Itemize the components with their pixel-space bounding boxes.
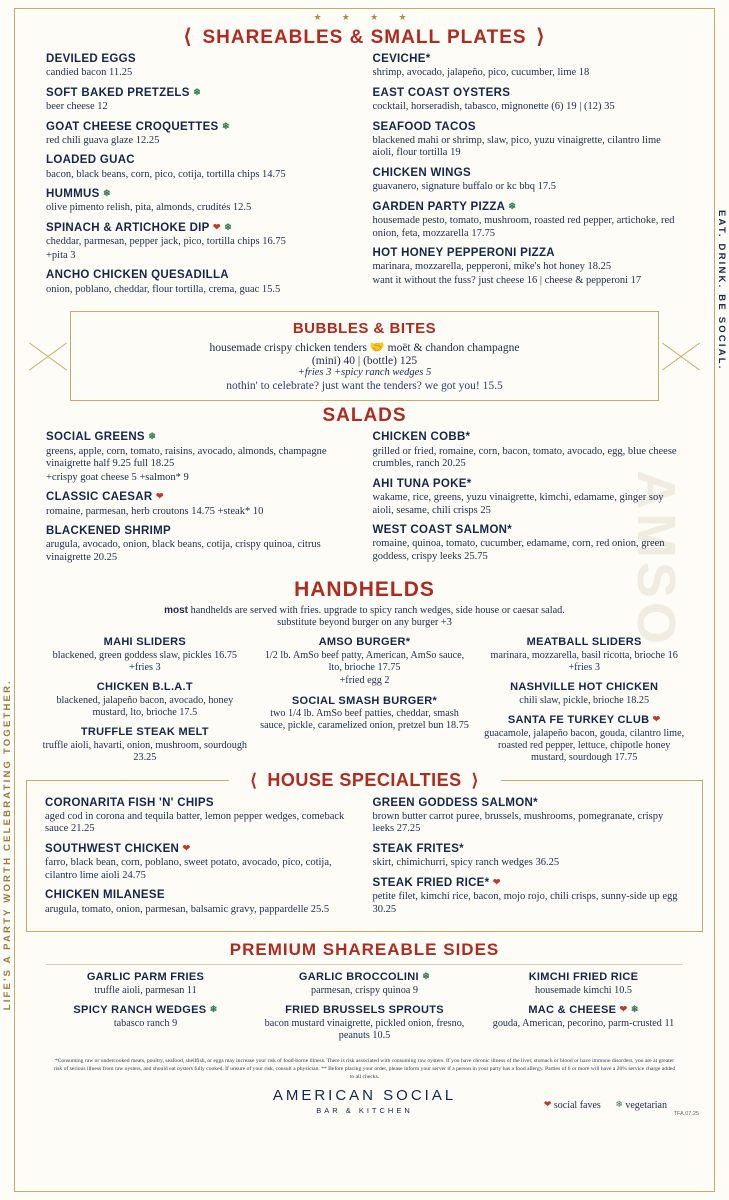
bubbles-line1-a: housemade crispy chicken tenders xyxy=(209,342,367,355)
side-text-left: LIFE'S A PARTY WORTH CELEBRATING TOGETHER. xyxy=(2,678,13,1010)
menu-item xyxy=(373,478,684,517)
menu-item xyxy=(40,1004,251,1030)
dagger-icon: * xyxy=(425,53,431,65)
handhelds-note2: substitute beyond burger on any burger +3 xyxy=(277,617,452,629)
menu-item xyxy=(373,201,684,240)
vegetarian-icon: ❄ xyxy=(615,1099,623,1110)
watermark: AMSO xyxy=(626,470,686,648)
menu-item xyxy=(373,431,684,470)
menu-item xyxy=(46,154,357,181)
legend-vegetarian-label: vegetarian xyxy=(625,1100,667,1112)
bubbles-line2: (mini) 40 | (bottle) 125 xyxy=(311,355,418,368)
item-desc: candied bacon 11.25 xyxy=(46,67,133,79)
item-name: CHICKEN B.L.A.T xyxy=(96,681,193,694)
handhelds-col-2 xyxy=(260,636,470,771)
menu-item xyxy=(478,971,689,997)
item-name: SEAFOOD TACOS xyxy=(372,120,476,133)
vegetarian-icon: ❄ xyxy=(193,86,202,97)
item-name: TRUFFLE STEAK MELT xyxy=(80,726,209,739)
item-desc: onion, poblano, cheddar, flour tortilla, crema, guac 15.5 xyxy=(46,283,281,295)
section-header-sides: PREMIUM SHAREABLE SIDES xyxy=(229,940,500,960)
item-name: GARLIC PARM FRIES xyxy=(86,971,205,984)
menu-item xyxy=(479,636,689,674)
dagger-icon: * xyxy=(432,694,438,707)
item-name: LOADED GUAC xyxy=(46,154,135,167)
menu-item xyxy=(46,269,357,296)
bubbles-line4: nothin' to celebrate? just want the tenders? we got you! 15.5 xyxy=(226,380,503,393)
divider xyxy=(46,964,683,965)
menu-item xyxy=(46,222,357,262)
chevron-right-icon: ⟩ xyxy=(471,770,479,790)
item-desc: red chili guava glaze 12.25 xyxy=(46,134,160,146)
menu-item xyxy=(46,53,357,80)
item-name: SOCIAL GREENS xyxy=(46,431,145,444)
dagger-icon: * xyxy=(507,524,513,537)
item-desc-extra: +crispy goat cheese 5 +salmon* 9 xyxy=(46,471,189,483)
social-faves-icon: ❤ xyxy=(543,1099,552,1110)
item-desc: bacon, black beans, corn, pico, cotija, tortilla chips 14.75 xyxy=(46,168,286,180)
menu-item xyxy=(46,525,357,564)
item-name: AHI TUNA POKE xyxy=(372,477,467,490)
menu-item xyxy=(373,843,685,870)
star-divider: ★ ★ ★ ★ xyxy=(313,12,416,22)
menu-item xyxy=(373,53,684,80)
brand-name: AMERICAN SOCIAL xyxy=(272,1087,457,1105)
item-name: CLASSIC CAESAR xyxy=(46,491,153,504)
sides-col-2 xyxy=(259,971,470,1049)
item-desc: housemade pesto, tomato, mushroom, roasted red pepper, artichoke, red onion, feta, mozzarella 17.75 xyxy=(372,215,675,239)
handhelds-col-3 xyxy=(479,636,689,771)
menu-item xyxy=(373,87,684,114)
side-text-right: EAT. DRINK. BE SOCIAL. xyxy=(716,210,727,371)
menu-item xyxy=(373,797,685,836)
item-name: STEAK FRITES xyxy=(372,842,460,855)
x-ornament-right xyxy=(658,333,704,379)
vegetarian-icon: ❄ xyxy=(630,1004,639,1015)
vegetarian-icon: ❄ xyxy=(422,971,431,982)
menu-item xyxy=(46,87,357,114)
handshake-icon: 🤝 xyxy=(369,340,385,355)
legend-faves-label: social faves xyxy=(553,1100,601,1112)
disclaimer-text: *Consuming raw or undercooked meats, poultry, seafood, shellfish, or eggs may increase your risk of food-borne illness. There is risk associated with consuming raw oysters. If you have chronic illness of the liver, stomach or blood or have immune disorders, you are at greater risk of serious illness from raw oysters, and should eat oysters fully cooked. If unsure of your risk, consult a physician. ** Before placing your order, please inform your server if a person in your party has a food allergy. Parties of 6 or more will have a 20% service charge added to all checks. xyxy=(53,1058,676,1081)
menu-item xyxy=(40,636,250,674)
item-name: HUMMUS xyxy=(46,188,100,201)
item-name: CHICKEN MILANESE xyxy=(45,889,165,902)
item-name: BLACKENED SHRIMP xyxy=(46,525,171,538)
item-name: KIMCHI FRIED RICE xyxy=(528,971,639,984)
item-desc: romaine, quinoa, tomato, cucumber, edamame, corn, red onion, green goddess, crispy leeks 25.75 xyxy=(372,538,665,562)
menu-item xyxy=(373,167,684,194)
menu-item xyxy=(45,797,357,836)
menu-item xyxy=(373,247,684,287)
dagger-icon: * xyxy=(459,842,464,855)
item-desc: aged cod in corona and tequila batter, lemon pepper wedges, comeback sauce 21.25 xyxy=(45,810,345,835)
item-desc: farro, black bean, corn, poblano, sweet potato, avocado, pico, cotija, cilantro lime aioli 24.75 xyxy=(45,857,332,881)
item-desc: wakame, rice, greens, yuzu vinaigrette, kimchi, edamame, ginger soy aioli, sesame, chili crisps 25 xyxy=(372,491,664,516)
item-desc: shrimp, avocado, jalapeño, pico, cucumber, lime 18 xyxy=(372,67,590,79)
item-desc: cocktail, horseradish, tabasco, mignonette (6) 19 | (12) 35 xyxy=(372,101,615,113)
item-desc: skirt, chimichurri, spicy ranch wedges 36.25 xyxy=(372,857,560,869)
item-name: GREEN GODDESS SALMON xyxy=(372,796,534,809)
item-name: MAHI SLIDERS xyxy=(103,636,187,649)
sides-col-1 xyxy=(40,971,251,1049)
menu-item xyxy=(479,681,689,707)
section-header-house-specialties: ⟨ HOUSE SPECIALTIES ⟩ xyxy=(228,770,500,791)
item-desc: blackened, jalapeño bacon, avocado, honey mustard, lto, brioche 17.5 xyxy=(56,694,234,719)
item-desc: olive pimento relish, pita, almonds, crudités 12.5 xyxy=(46,202,252,214)
menu-item xyxy=(46,188,357,215)
menu-item xyxy=(46,121,357,148)
item-name: MAC & CHEESE xyxy=(528,1004,617,1017)
menu-item xyxy=(373,121,684,160)
chevron-left-icon: ⟨ xyxy=(183,26,193,48)
item-name: GARDEN PARTY PIZZA xyxy=(372,200,505,213)
shareables-left-column xyxy=(46,53,357,303)
item-desc: bacon mustard vinaigrette, pickled onion, fresno, peanuts 10.5 xyxy=(264,1017,465,1041)
social-faves-icon: ❤ xyxy=(212,222,221,233)
salads-right-column xyxy=(373,431,684,571)
menu-item xyxy=(40,971,251,997)
item-desc-extra: +fried egg 2 xyxy=(339,675,390,687)
item-desc: blackened mahi or shrimp, slaw, pico, yuzu vinaigrette, cilantro lime aioli, flour tortilla 19 xyxy=(372,134,661,159)
legend xyxy=(544,1099,667,1111)
handhelds-col-1 xyxy=(40,636,250,771)
salads-left-column xyxy=(46,431,357,571)
vegetarian-icon: ❄ xyxy=(222,120,230,131)
menu-item xyxy=(479,714,689,764)
bubbles-line1-b: moët & chandon champagne xyxy=(387,342,520,355)
item-desc: arugula, avocado, onion, black beans, cotija, crispy quinoa, citrus vinaigrette 20.25 xyxy=(46,539,321,563)
item-name: GOAT CHEESE CROQUETTES xyxy=(46,120,219,133)
dagger-icon: * xyxy=(484,876,490,889)
item-desc: marinara, mozzarella, pepperoni, mike's hot honey 18.25 xyxy=(372,261,612,273)
dagger-icon: * xyxy=(533,796,538,809)
item-name: NASHVILLE HOT CHICKEN xyxy=(510,681,659,694)
item-name: SPICY RANCH WEDGES xyxy=(73,1004,207,1017)
section-header-salads: SALADS xyxy=(322,405,407,427)
item-desc: truffle aioli, havarti, onion, mushroom, sourdough 23.25 xyxy=(42,740,248,764)
house-right-column xyxy=(373,797,685,924)
item-desc: romaine, parmesan, herb croutons 14.75 +steak* 10 xyxy=(46,505,264,517)
item-name: EAST COAST OYSTERS xyxy=(372,86,511,99)
item-desc: parmesan, crispy quinoa 9 xyxy=(311,984,418,996)
item-name: SPINACH & ARTICHOKE DIP xyxy=(46,222,210,235)
print-code: TFA.07.25 xyxy=(673,1111,699,1118)
item-name: ANCHO CHICKEN QUESADILLA xyxy=(46,269,229,282)
menu-item xyxy=(373,877,685,916)
handhelds-note xyxy=(26,605,703,631)
item-desc: greens, apple, corn, tomato, raisins, avocado, almonds, champagne vinaigrette half 9.25 full 18.25 xyxy=(46,445,327,470)
item-desc: guacamole, jalapeño bacon, gouda, cilantro lime, roasted red pepper, lettuce, chipotle honey mustard, sourdough 17.75 xyxy=(484,727,685,764)
item-name: FRIED BRUSSELS SPROUTS xyxy=(285,1004,444,1017)
item-desc: truffle aioli, parmesan 11 xyxy=(94,984,197,996)
item-desc: tabasco ranch 9 xyxy=(113,1017,178,1029)
x-ornament-left xyxy=(25,333,71,379)
brand-logo xyxy=(273,1087,456,1115)
item-desc: arugula, tomato, onion, parmesan, balsamic gravy, pappardelle 25.5 xyxy=(45,903,330,915)
section-header-handhelds: HANDHELDS xyxy=(294,577,435,601)
social-faves-icon: ❤ xyxy=(182,842,191,853)
item-desc: guavanero, signature buffalo or kc bbq 17.5 xyxy=(372,181,557,193)
menu-item xyxy=(373,524,684,563)
shareables-right-column xyxy=(373,53,684,303)
chevron-left-icon: ⟨ xyxy=(250,770,258,790)
item-desc-extra: want it without the fuss? just cheese 16 | cheese & pepperoni 17 xyxy=(372,275,642,287)
dagger-icon: * xyxy=(466,477,472,490)
menu-item xyxy=(46,431,357,484)
house-left-column xyxy=(45,797,357,924)
item-name: SOFT BAKED PRETZELS xyxy=(46,86,190,99)
item-desc: grilled or fried, romaine, corn, bacon, tomato, avocado, egg, blue cheese crumbles, ranch 20.25 xyxy=(372,445,677,470)
menu-item xyxy=(45,889,357,916)
vegetarian-icon: ❄ xyxy=(508,200,517,211)
menu-item xyxy=(40,681,250,719)
item-desc: housemade kimchi 10.5 xyxy=(534,984,633,996)
sides-col-3 xyxy=(478,971,689,1049)
item-desc: beer cheese 12 xyxy=(46,101,108,113)
item-name: SOCIAL SMASH BURGER xyxy=(291,694,433,707)
chevron-right-icon: ⟩ xyxy=(536,26,546,48)
vegetarian-icon: ❄ xyxy=(224,222,233,233)
menu-item xyxy=(259,1004,470,1042)
menu-item xyxy=(40,726,250,764)
item-name: SANTA FE TURKEY CLUB xyxy=(507,714,650,727)
item-desc: gouda, American, pecorino, parm-crusted 11 xyxy=(492,1017,675,1029)
item-name: AMSO BURGER xyxy=(318,636,406,649)
item-name: WEST COAST SALMON xyxy=(372,524,508,537)
item-desc: chili slaw, pickle, brioche 18.25 xyxy=(519,694,650,706)
item-desc: two 1/4 lb. AmSo beef patties, cheddar, smash sauce, pickle, caramelized onion, pretzel bun 18.75 xyxy=(260,708,469,732)
item-name: CHICKEN COBB xyxy=(372,431,466,444)
section-header-shareables: ⟨ SHAREABLES & SMALL PLATES ⟩ xyxy=(183,26,546,48)
item-name: MEATBALL SLIDERS xyxy=(526,636,642,649)
item-name: STEAK FRIED RICE xyxy=(372,876,485,889)
item-name: SOUTHWEST CHICKEN xyxy=(45,842,180,855)
item-desc: petite filet, kimchi rice, bacon, mojo rojo, chili crisps, sunny-side up egg 30.25 xyxy=(372,890,678,915)
menu-item xyxy=(260,636,470,687)
item-desc: blackened, green goddess slaw, pickles 16.75 +fries 3 xyxy=(52,649,238,674)
item-desc: brown butter carrot puree, brussels, mushrooms, pomegranate, crispy leeks 27.25 xyxy=(372,810,664,835)
menu-item xyxy=(259,971,470,997)
footer xyxy=(26,1087,703,1118)
bubbles-title: BUBBLES & BITES xyxy=(292,320,437,338)
item-desc: 1/2 lb. AmSo beef patty, American, AmSo sauce, lto, brioche 17.75 xyxy=(264,649,465,674)
social-faves-icon: ❤ xyxy=(619,1004,628,1015)
item-name: GARLIC BROCCOLINI xyxy=(298,971,419,984)
social-faves-icon: ❤ xyxy=(492,876,501,887)
brand-tagline: BAR & KITCHEN xyxy=(316,1106,413,1116)
social-faves-icon: ❤ xyxy=(652,714,661,725)
vegetarian-icon: ❄ xyxy=(103,188,111,199)
item-name: CHICKEN WINGS xyxy=(372,167,471,180)
item-desc: cheddar, parmesan, pepper jack, pico, tortilla chips 16.75 xyxy=(46,236,286,248)
menu-item xyxy=(46,491,357,518)
social-faves-icon: ❤ xyxy=(155,491,164,502)
bubbles-line3: +fries 3 +spicy ranch wedges 5 xyxy=(297,367,432,379)
bubbles-and-bites-box xyxy=(70,311,659,401)
menu-item xyxy=(45,843,357,882)
item-name: CORONARITA FISH 'N' CHIPS xyxy=(45,796,214,809)
vegetarian-icon: ❄ xyxy=(148,431,157,442)
dagger-icon: * xyxy=(405,636,411,649)
menu-item xyxy=(478,1004,689,1030)
handhelds-note-bold: most xyxy=(164,604,189,616)
item-desc-extra: +pita 3 xyxy=(46,249,76,261)
item-name: DEVILED EGGS xyxy=(46,53,136,65)
house-specialties-box xyxy=(26,769,703,933)
dagger-icon: * xyxy=(465,431,471,444)
vegetarian-icon: ❄ xyxy=(209,1004,218,1015)
item-name: HOT HONEY PEPPERONI PIZZA xyxy=(372,247,555,260)
menu-item xyxy=(260,695,470,733)
handhelds-note-text: handhelds are served with fries. upgrade to spicy ranch wedges, side house or caesar salad. xyxy=(188,604,565,616)
item-name: CEVICHE xyxy=(372,53,426,65)
item-desc: marinara, mozzarella, basil ricotta, brioche 16 +fries 3 xyxy=(490,649,678,674)
